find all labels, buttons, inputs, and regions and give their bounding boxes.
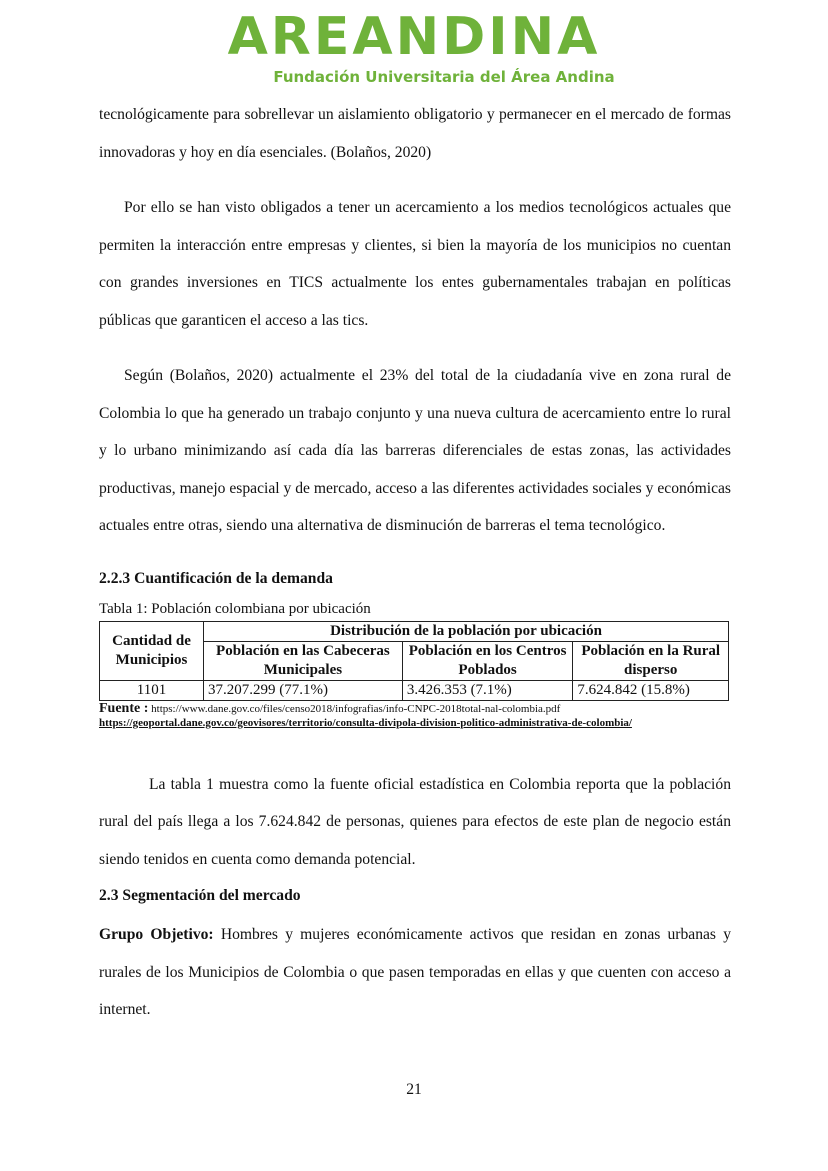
source-link-geoportal[interactable]: https://geoportal.dane.gov.co/geovisores/territorio/consulta-divipola-division-politico-administrativa-de-colombia/ (99, 716, 632, 729)
cell-centros: 3.426.353 (7.1%) (402, 680, 573, 700)
source-label: Fuente : (99, 700, 149, 716)
logo-wordmark: AREANDINA (227, 7, 601, 67)
logo-subtitle: Fundación Universitaria del Área Andina (273, 68, 615, 86)
header-logo (0, 8, 828, 86)
header-cabeceras: Población en las Cabeceras Municipales (204, 641, 403, 680)
table-caption: Tabla 1: Población colombiana por ubicación (99, 600, 371, 617)
paragraph-tabla-summary: La tabla 1 muestra como la fuente oficial estadística en Colombia reporta que la población rural del país llega a los 7.624.842 de personas, quienes para efectos de este plan de negocio están siendo tenidos en cuenta como demanda potencial. (99, 775, 731, 868)
grupo-objetivo-text: Hombres y mujeres económicamente activos que residan en zonas urbanas y rurales de los Municipios de Colombia o que pasen temporadas en ellas y que cuenten con acceso a internet. (99, 926, 731, 1018)
paragraph-rural: Según (Bolaños, 2020) actualmente el 23% del total de la ciudadanía vive en zona rural de Colombia lo que ha generado un trabajo conjunto y una nueva cultura de acercamiento entre lo rural y lo urbano minimizando así cada día las barreras diferenciales de estas zonas, las actividades productivas, manejo espacial y de mercado, acceso a las diferentes actividades sociales y económicas actuales entre otras, siendo una alternativa de disminución de barreras el tema tecnológico. (99, 367, 731, 534)
cell-cabeceras: 37.207.299 (77.1%) (204, 680, 403, 700)
table-source (99, 702, 731, 730)
section-heading-demanda: 2.2.3 Cuantificación de la demanda (99, 569, 333, 587)
page-number: 21 (406, 1081, 422, 1098)
grupo-objetivo-label: Grupo Objetivo: (99, 926, 214, 943)
source-link-dane[interactable]: https://www.dane.gov.co/files/censo2018/infografias/info-CNPC-2018total-nal-colombia.pdf (151, 702, 561, 715)
table-row (100, 680, 729, 700)
paragraph-continuation: tecnológicamente para sobrellevar un aislamiento obligatorio y permanecer en el mercado de formas innovadoras y hoy en día esenciales. (Bolaños, 2020) (99, 106, 731, 161)
paragraph-tics: Por ello se han visto obligados a tener un acercamiento a los medios tecnológicos actuales que permiten la interacción entre empresas y clientes, si bien la mayoría de los municipios no cuentan con grandes inversiones en TICS actualmente los entes gubernamentales trabajan en políticas públicas que garanticen el acceso a las tics. (99, 199, 731, 329)
cell-municipios: 1101 (100, 680, 204, 700)
cell-rural: 7.624.842 (15.8%) (573, 680, 729, 700)
section-heading-segmentacion: 2.3 Segmentación del mercado (99, 887, 301, 904)
header-municipios: Cantidad de Municipios (100, 621, 204, 680)
population-table (99, 621, 729, 701)
paragraph-grupo-objetivo (99, 916, 731, 1029)
header-centros: Población en los Centros Poblados (402, 641, 573, 680)
header-rural: Población en la Rural disperso (573, 641, 729, 680)
header-distribucion: Distribución de la población por ubicación (204, 621, 729, 641)
page-content (99, 96, 731, 1029)
